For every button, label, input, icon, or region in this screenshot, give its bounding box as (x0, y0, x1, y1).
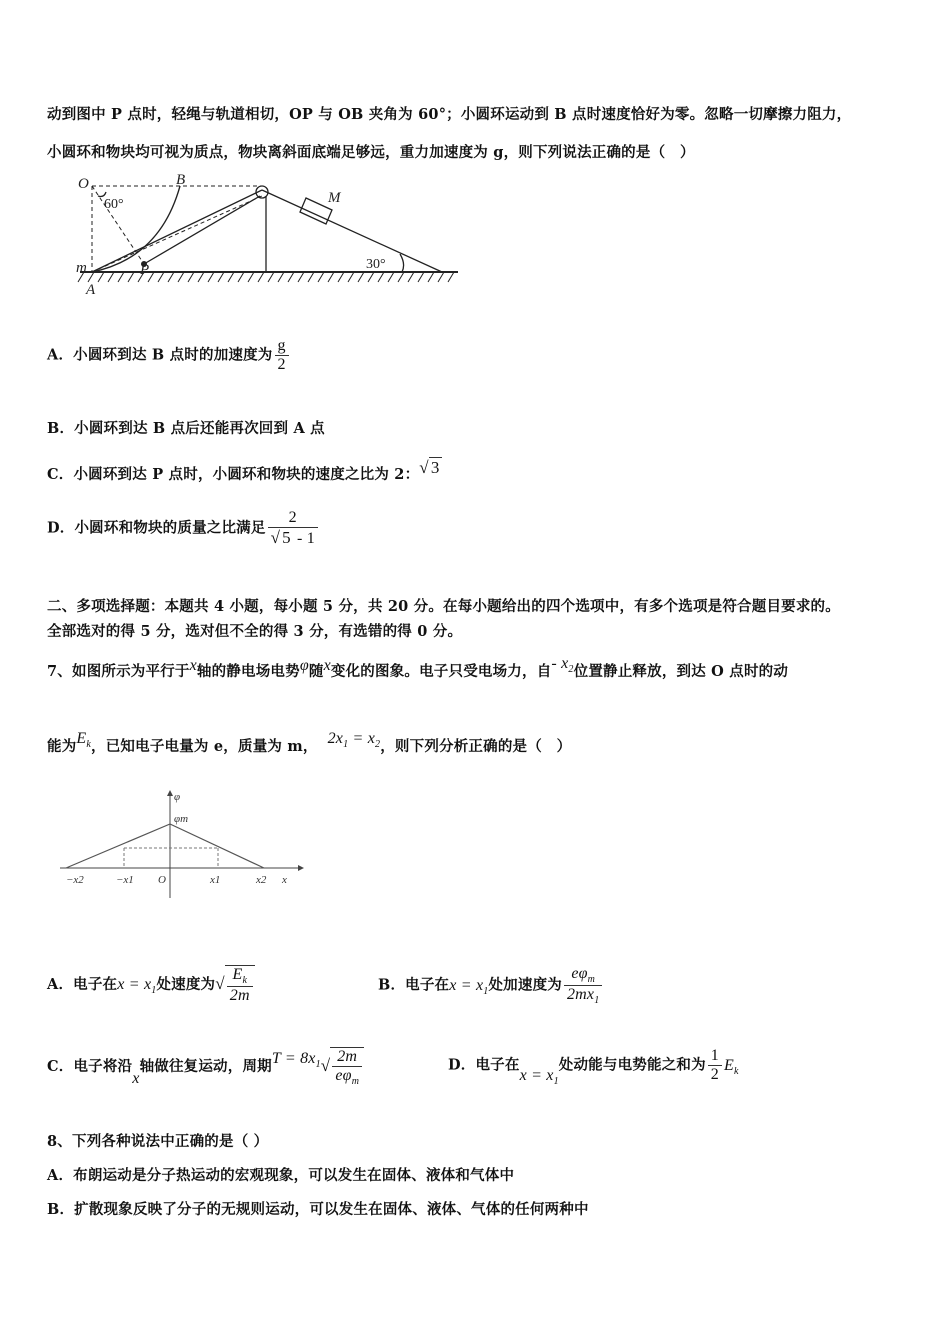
fig1-label-30: 30° (366, 257, 386, 272)
q8-stem: 8、下列各种说法中正确的是（ ） (47, 1133, 269, 1150)
q7-B2: 处加速度为 (488, 976, 562, 994)
fig2-tick-neg-x2: −x2 (66, 874, 84, 886)
section2-line-1: 二、多项选择题：本题共 4 小题，每小题 5 分，共 20 分。在每小题给出的四个选项中，有多个选项是符合题目要求的。 (47, 598, 840, 615)
q7-D1: D．电子在 (448, 1056, 520, 1074)
q7-C-den: $e\varphi_m$ (332, 1066, 362, 1087)
fig2-potential-line (66, 824, 264, 868)
section2-line-2: 全部选对的得 5 分，选对但不全的得 3 分，有选错的得 0 分。 (47, 623, 463, 640)
q7-p6: 能为 (47, 738, 77, 755)
q7-A1: A．电子在 (47, 976, 118, 993)
fig2-tick-x: x (282, 874, 287, 886)
q7-option-A (47, 965, 255, 1005)
figure-potential-graph (60, 786, 310, 901)
fig2-tick-O: O (158, 874, 166, 886)
q6-option-D-text: D．小圆环和物块的质量之比满足 (47, 519, 266, 537)
q7-D-den: 2 (708, 1065, 722, 1084)
q6-A-den: 2 (275, 355, 289, 374)
q7-C2: 轴做往复运动，周期 (139, 1058, 272, 1075)
q7-C-num: 2m (337, 1048, 358, 1065)
q6-option-A-fraction (275, 337, 289, 374)
q7-option-C (47, 1047, 364, 1088)
fig1-label-P: P (140, 262, 150, 278)
q7-stem-line-1 (47, 655, 788, 681)
q7-D-num: 1 (710, 1047, 719, 1064)
q7-x-2: x (323, 657, 331, 674)
fig1-label-m: m (76, 260, 87, 276)
q7-C-T: $T = 8x_1$ (271, 1050, 321, 1071)
q7-option-D (448, 1047, 739, 1087)
q7-A-sqrt: √ $\frac{E_k}{2m}$ (215, 974, 255, 993)
fig1-label-O: O (78, 176, 89, 192)
fig1-label-60: 60° (104, 197, 124, 212)
fig2-phi-label: φ (174, 791, 181, 803)
q7-eq: $2x_1 = x_2$ (327, 730, 381, 751)
q7-D2: 处动能与电势能之和为 (558, 1056, 706, 1074)
fig1-label-B: B (176, 172, 186, 188)
intro-line-1: 动到图中 P 点时，轻绳与轨道相切，OP 与 OB 夹角为 60°；小圆环运动到 B 点时速度恰好为零。忽略一切摩擦力阻力， (47, 106, 852, 123)
q8-option-B: B．扩散现象反映了分子的无规则运动，可以发生在固体、液体、气体的任何两种中 (47, 1201, 589, 1218)
q7-A2: 处速度为 (156, 976, 216, 993)
intro-line-2: 小圆环和物块均可视为质点，物块离斜面底端足够远，重力加速度为 g，则下列说法正确的是（ ） (47, 144, 695, 161)
q7-phi: φ (299, 657, 309, 674)
fig2-tick-x1: x1 (210, 874, 221, 886)
fig1-label-M: M (328, 190, 341, 206)
q6-option-C-text: C．小圆环到达 P 点时，小圆环和物块的速度之比为 2： (47, 466, 420, 483)
q7-A-den: 2m (227, 986, 253, 1005)
q7-D-fraction (708, 1047, 722, 1084)
q7-p8: ，则下列分析正确的是（ ） (380, 738, 572, 755)
q8-option-A: A．布朗运动是分子热运动的宏观现象，可以发生在固体、液体和气体中 (47, 1167, 515, 1184)
q7-stem-line-2 (47, 730, 571, 756)
q7-p7: ，已知电子电量为 e，质量为 m， (91, 738, 318, 755)
fig2-tick-neg-x1: −x1 (116, 874, 134, 886)
q7-B1: B．电子在 (378, 976, 450, 994)
q7-p5: 位置静止释放，到达 O 点时的动 (573, 663, 789, 680)
q6-option-A-text: A．小圆环到达 B 点时的加速度为 (47, 346, 273, 364)
q7-C-sqrt: √ $\frac{2m}{e\varphi_m}$ (321, 1056, 364, 1075)
q7-Ek: $E_k$ (76, 730, 92, 751)
q7-option-B (378, 965, 604, 1006)
q7-B-num: $e\varphi_m$ (571, 965, 596, 986)
q7-B-den: $2mx_1$ (564, 985, 602, 1006)
q7-p1: 7、如图所示为平行于 (47, 663, 190, 680)
q7-A-eq: $x = x_1$ (117, 976, 157, 997)
q6-D-den: √ 5 - 1 (268, 527, 318, 548)
q6-option-A (47, 337, 291, 374)
q6-D-root: 5 (282, 528, 291, 547)
figure-pulley-slope (70, 168, 462, 298)
q7-x-1: x (189, 657, 197, 674)
q7-D-eq: $x = x_1$ (519, 1066, 559, 1087)
q7-p3: 随 (308, 663, 324, 680)
q7-C-x: x (132, 1070, 140, 1087)
q7-B-eq: $x = x_1$ (449, 976, 489, 997)
q6-option-D (47, 509, 320, 548)
q7-p2: 轴的静电场电势 (196, 663, 300, 680)
q6-option-C-sqrt: √ 3 (419, 458, 440, 477)
q7-neg-x2: - $x_2$ (551, 655, 574, 676)
q6-A-num: g (277, 337, 286, 354)
q6-D-tail: - 1 (292, 530, 315, 547)
q6-D-num: 2 (288, 509, 297, 526)
q6-option-B: B．小圆环到达 B 点后还能再次回到 A 点 (47, 420, 325, 437)
q6-C-root: 3 (430, 458, 440, 477)
fig2-tick-x2: x2 (256, 874, 267, 886)
q7-p4: 变化的图象。电子只受电场力，自 (330, 663, 552, 680)
fig2-phim-label: φm (174, 813, 189, 825)
q7-C1: C．电子将沿 (47, 1058, 133, 1075)
fig1-label-A: A (86, 282, 96, 298)
q6-option-D-fraction (268, 509, 318, 548)
q7-D-Ek: $E_k$ (723, 1056, 739, 1077)
q7-A-num: $E_k$ (232, 966, 248, 987)
q7-B-fraction (564, 965, 602, 1006)
q6-option-C (47, 458, 442, 484)
